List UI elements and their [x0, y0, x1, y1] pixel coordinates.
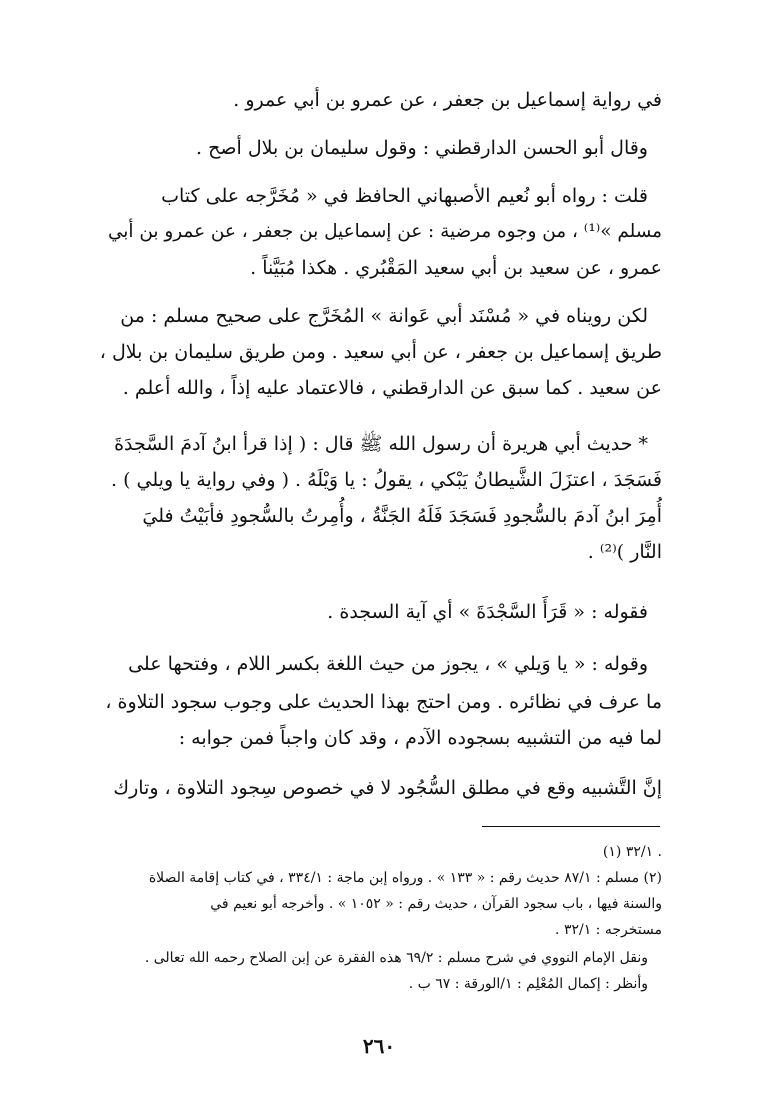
- text-line-6: لكن رويناه في « مُسْنَد أبي عَوانة » المُخَرَّج على صحيح مسلم : من: [120, 305, 648, 327]
- text-line-17: إنَّ التَّشبيه وقع في مطلق السُّجُود لا في خصوص سِجود التلاوة ، وتارك: [113, 777, 662, 799]
- text-line-4: مسلم »⁽¹⁾ ، من وجوه مرضية : عن إسماعيل بن جعفر ، عن عمرو بن أبي: [107, 221, 662, 242]
- footnote-divider: [482, 826, 660, 827]
- footnote-2: (٢) مسلم : ٨٧/١ حديث رقم : « ١٣٣ » . ورواه إبن ماجة : ٣٣٤/١ ، في كتاب إقامة الصلاة: [148, 870, 662, 886]
- text-line-14: وقوله : « يا وَيلي » ، يجوز من حيث اللغة بكسر اللام ، وفتحها على: [128, 653, 648, 675]
- hadith-line-2: فَسَجَدَ ، اعتزَلَ الشَّيطانُ يَبْكي ، يقولُ : يا وَيْلَهُ . ( وفي رواية يا ويلي ) .: [111, 469, 662, 491]
- hadith-line-3: أُمِرَ ابنُ آدمَ بالسُّجودِ فَسَجَدَ فَلَهُ الجَنَّةُ ، وأُمِرتُ بالسُّجودِ فأبَيْتُ فليَ: [142, 505, 662, 527]
- footnote-2-cont-3: ونقل الإمام النووي في شرح مسلم : ٦٩/٢ هذه الفقرة عن إبن الصلاح رحمه الله تعالى .: [144, 950, 648, 966]
- text-line-5: عمرو ، عن سعيد بن أبي سعيد المَقْبُري . هكذا مُبَيَّناً .: [250, 257, 662, 279]
- text-line-1: في رواية إسماعيل بن جعفر ، عن عمرو بن أبي عمرو .: [233, 89, 662, 111]
- text-line-16: لما فيه من التشبيه بسجوده الآدم ، وقد كان واجباً فمن جوابه :: [178, 727, 662, 749]
- text-line-15: ما عرف في نظائره . ومن احتج بهذا الحديث على وجوب سجود التلاوة ،: [105, 691, 662, 713]
- hadith-line-1: * حديث أبي هريرة أن رسول الله ﷺ قال : ( إذا قرأ ابنُ آدمَ السَّجدَةَ: [114, 433, 648, 455]
- footnote-1: (١) ٣٢/١ .: [602, 844, 662, 860]
- footnote-2-cont-2: مستخرجه : ٣٢/١ .: [555, 922, 662, 938]
- page-number: ٢٦٠: [362, 1034, 396, 1058]
- text-line-3: قلت : رواه أبو نُعيم الأصبهاني الحافظ في « مُخَرَّجه على كتاب: [161, 185, 648, 207]
- text-line-2: وقال أبو الحسن الدارقطني : وقول سليمان بن بلال أصح .: [196, 137, 648, 159]
- text-line-8: عن سعيد . كما سبق عن الدارقطني ، فالاعتماد عليه إذاً ، والله أعلم .: [122, 377, 662, 399]
- text-line-7: طريق إسماعيل بن جعفر ، عن أبي سعيد . ومن طريق سليمان بن بلال ،: [99, 341, 662, 363]
- footnote-2-cont-4: وأنظر : إكمال المُعْلِم : ١/الورقة : ٦٧ ب .: [408, 976, 648, 992]
- footnote-2-cont-1: والسنة فيها ، باب سجود القرآن ، حديث رقم : « ١٠٥٢ » . وأخرجه أبو نعيم في: [210, 896, 662, 912]
- text-line-13: فقوله : « قَرَأَ السَّجْدَةَ » أي آية السجدة .: [327, 601, 648, 623]
- hadith-line-4: النَّار )⁽²⁾ .: [587, 541, 662, 563]
